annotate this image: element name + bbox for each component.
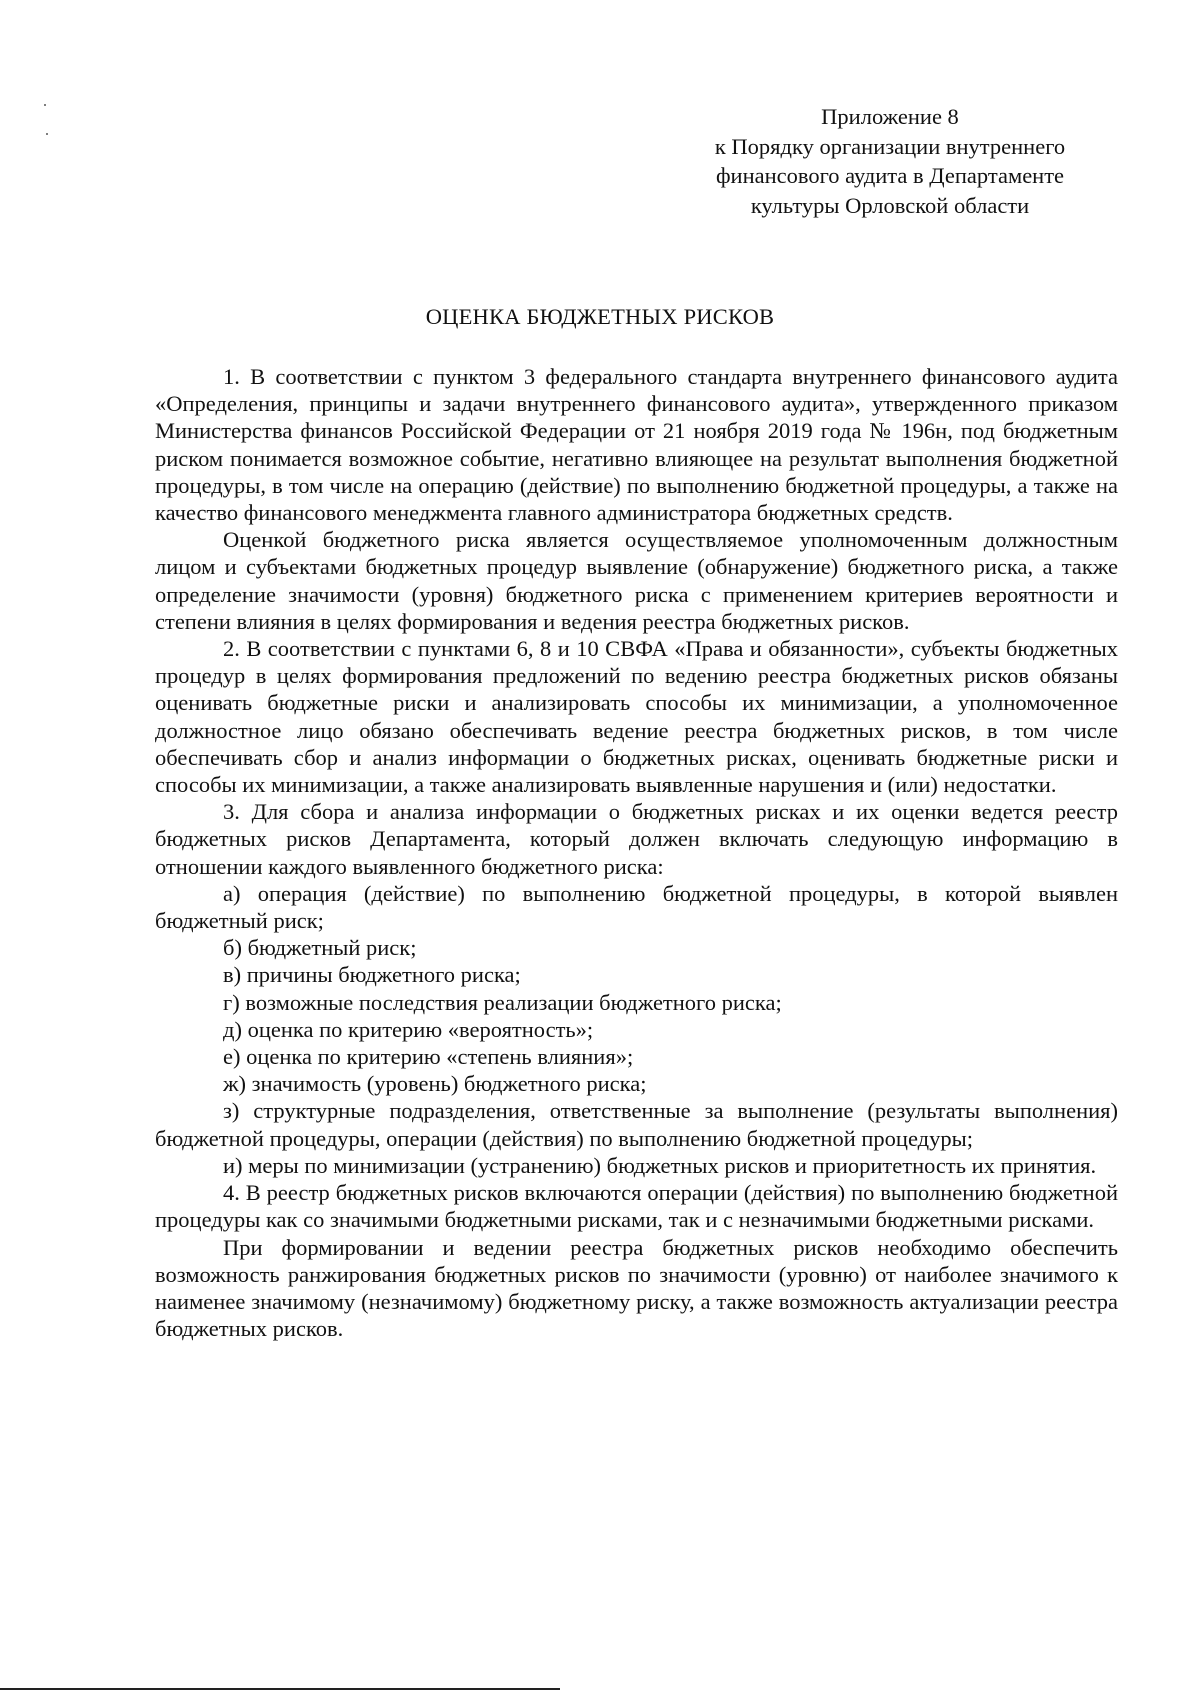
list-item: б) бюджетный риск;: [223, 935, 417, 961]
list-item: в) причины бюджетного риска;: [223, 962, 521, 988]
paragraph: 2. В соответствии с пунктами 6, 8 и 10 СВФА «Права и обязанности», субъекты бюджетных процедур в целях формирования предложений по ведению реестра бюджетных рисков обязаны оценивать бюджетные риски и анализировать способы их минимизации, а уполномоченное должностное лицо обязано обеспечивать ведение реестра бюджетных рисков, в том числе обеспечивать сбор и анализ информации о бюджетных рисках, оценивать бюджетные риски и способы их минимизации, а также анализировать выявленные нарушения и (или) недостатки.: [155, 636, 1118, 798]
paragraph: 3. Для сбора и анализа информации о бюджетных рисках и их оценки ведется реестр бюджетных рисков Департамента, который должен включать следующую информацию в отношении каждого выявленного бюджетного риска:: [155, 799, 1118, 879]
paragraph: Оценкой бюджетного риска является осуществляемое уполномоченным должностным лицом и субъектами бюджетных процедур выявление (обнаружение) бюджетного риска, а также определение значимости (уровня) бюджетного риска с применением критериев вероятности и степени влияния в целях формирования и ведения реестра бюджетных рисков.: [155, 527, 1118, 634]
list-item: ж) значимость (уровень) бюджетного риска;: [223, 1071, 647, 1097]
scan-edge-line: [0, 1688, 560, 1690]
document-body: [155, 363, 1118, 1342]
appendix-line: к Порядку организации внутреннего: [714, 133, 1066, 159]
list-item: з) структурные подразделения, ответственные за выполнение (результаты выполнения) бюджетной процедуры, операции (действия) по выполнению бюджетной процедуры;: [155, 1098, 1118, 1151]
list-item: г) возможные последствия реализации бюджетного риска;: [223, 989, 782, 1015]
list-item: д) оценка по критерию «вероятность»;: [223, 1016, 594, 1042]
list-item: е) оценка по критерию «степень влияния»;: [223, 1044, 634, 1070]
list-item: и) меры по минимизации (устранению) бюджетных рисков и приоритетность их принятия.: [223, 1152, 1097, 1178]
appendix-line: культуры Орловской области: [750, 192, 1030, 218]
document-title: ОЦЕНКА БЮДЖЕТНЫХ РИСКОВ: [425, 304, 775, 329]
appendix-line: финансового аудита в Департаменте: [715, 163, 1065, 188]
scan-speck: [44, 104, 46, 106]
paragraph: 1. В соответствии с пунктом 3 федерального стандарта внутреннего финансового аудита «Определения, принципы и задачи внутреннего финансового аудита», утвержденного приказом Министерства финансов Российской Федерации от 21 ноября 2019 года № 196н, под бюджетным риском понимается возможное событие, негативно влияющее на результат выполнения бюджетной процедуры, в том числе на операцию (действие) по выполнению бюджетной процедуры, а также на качество финансового менеджмента главного администратора бюджетных средств.: [155, 364, 1118, 526]
paragraph: При формировании и ведении реестра бюджетных рисков необходимо обеспечить возможность ранжирования бюджетных рисков по значимости (уровню) от наиболее значимого к наименее значимому (незначимому) бюджетному риску, а также возможность актуализации реестра бюджетных рисков.: [155, 1234, 1118, 1342]
paragraph: 4. В реестр бюджетных рисков включаются операции (действия) по выполнению бюджетной процедуры как со значимыми бюджетными рисками, так и с незначимыми бюджетными рисками.: [155, 1180, 1118, 1233]
scan-speck: [46, 133, 48, 135]
appendix-number: Приложение 8: [821, 104, 959, 129]
appendix-header: [680, 102, 1100, 220]
list-item: а) операция (действие) по выполнению бюджетной процедуры, в которой выявлен бюджетный риск;: [155, 880, 1118, 934]
